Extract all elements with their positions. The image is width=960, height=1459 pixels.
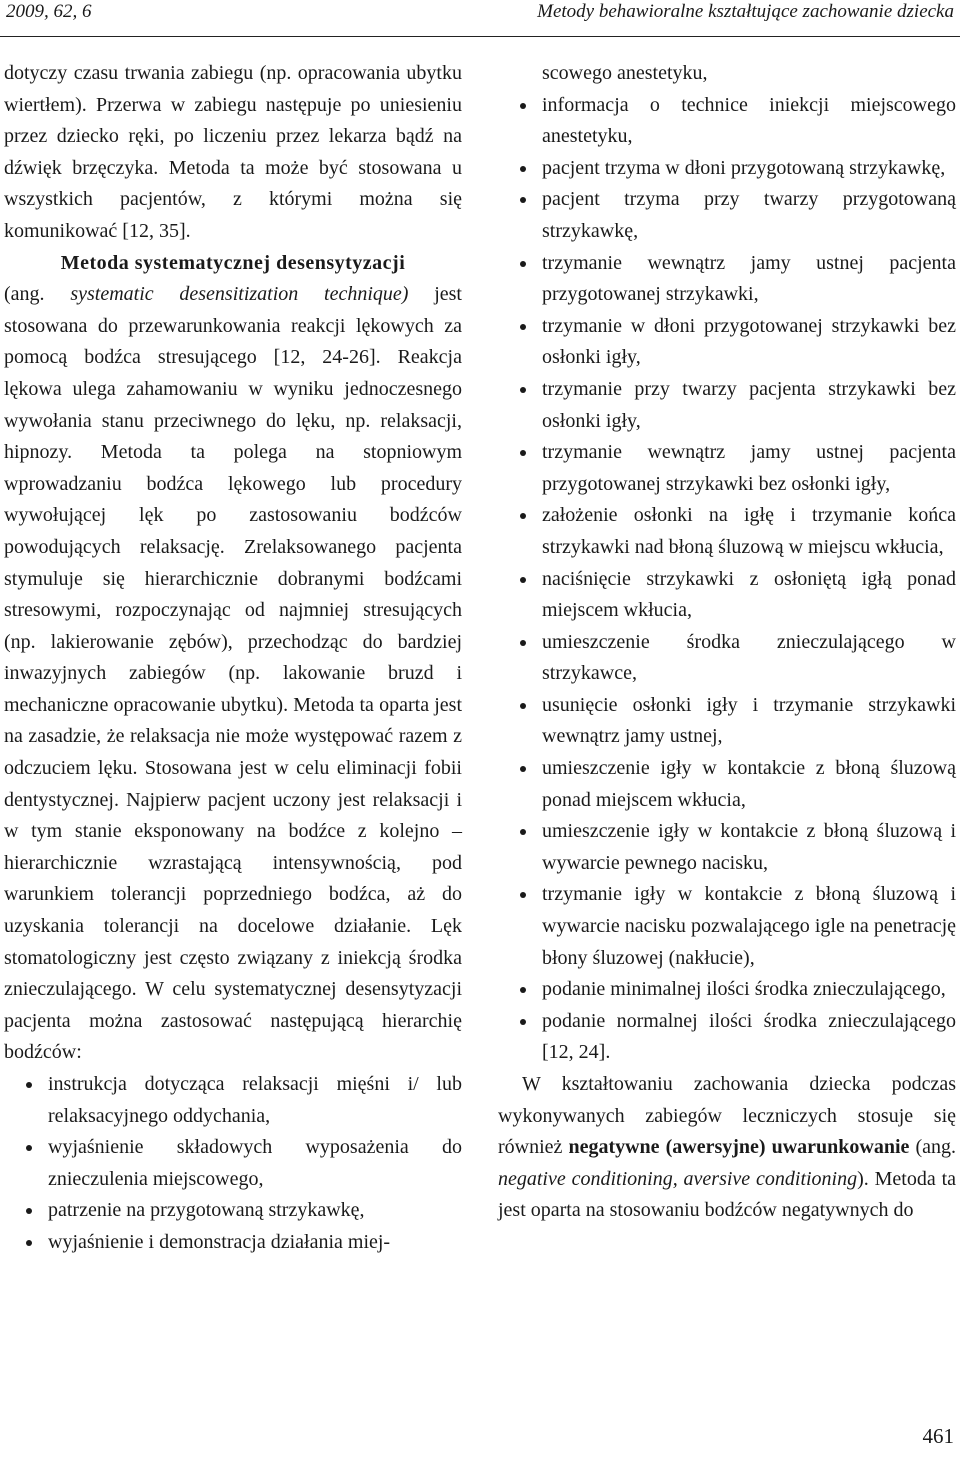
- list-item: założenie osłonki na igłę i trzymanie końca strzykawki nad błoną śluzową w miejscu wkłucia,: [498, 500, 956, 563]
- list-item: trzymanie igły w kontakcie z błoną śluzową i wywarcie nacisku pozwalającego igle na penetrację błony śluzowej (nakłucie),: [498, 879, 956, 974]
- section-heading: Metoda systematycznej desensytyzacji: [60, 251, 406, 274]
- english-term: systematic desensitization technique): [70, 283, 409, 306]
- list-item: trzymanie przy twarzy pacjenta strzykawki bez osłonki igły,: [498, 374, 956, 437]
- list-item: naciśnięcie strzykawki z osłoniętą igłą ponad miejscem wkłucia,: [498, 564, 956, 627]
- bullet-list-right: [498, 58, 956, 1069]
- list-item: umieszczenie środka znieczulającego w strzykawce,: [498, 627, 956, 690]
- list-item: pacjent trzyma przy twarzy przygotowaną strzykawkę,: [498, 184, 956, 247]
- english-term: negative conditioning, aversive conditioning: [498, 1167, 858, 1190]
- paragraph-2: (ang. systematic desensitization technique) jest stosowana do przewarunkowania reakcji lękowych za pomocą bodźca stresującego [12, 24-26]. Reakcja lękowa ulega zahamowaniu w wyniku jednoczesnego wywołania stanu przeciwnego do lęku, np. relaksacji, hipnozy. Metoda ta polega na stopniowym wprowadzaniu bodźca lękowego lub procedury wywołującej lęk po zastosowaniu bodźców powodujących relaksację. Zrelaksowanego pacjenta stymuluje się hierarchicznie dobranymi bodźcami stresowymi, rozpoczynając od najmniej stresujących (np. lakierowanie zębów), przechodząc do bardziej inwazyjnych zabiegów (np. lakowanie bruzd i mechaniczne opracowanie ubytku). Metoda ta oparta jest na zasadzie, że relaksacja nie może występować razem z odczuciem lęku. Stosowana jest w celu eliminacji fobii dentystycznej. Najpierw pacjent uczony jest relaksacji i w tym stanie eksponowany na bodźce z kolejno – hierarchicznie wzrastającą intensywnością, pod warunkiem tolerancji poprzedniego bodźca, aż do uzyskania tolerancji na docelowe działanie. Lęk stomatologiczny jest często związany z iniekcją środka znieczulającego. W celu systematycznej desensytyzacji pacjenta można zastosować następującą hierarchię bodźców:: [4, 283, 462, 1064]
- bullet-list-left: [4, 1069, 462, 1259]
- list-item: usunięcie osłonki igły i trzymanie strzykawki wewnątrz jamy ustnej,: [498, 690, 956, 753]
- list-item: trzymanie wewnątrz jamy ustnej pacjenta przygotowanej strzykawki,: [498, 248, 956, 311]
- list-item: pacjent trzyma w dłoni przygotowaną strzykawkę,: [498, 153, 956, 185]
- right-column: [498, 58, 956, 1227]
- list-item: podanie minimalnej ilości środka znieczulającego,: [498, 974, 956, 1006]
- list-item: umieszczenie igły w kontakcie z błoną śluzową ponad miejscem wkłucia,: [498, 753, 956, 816]
- journal-citation: 2009, 62, 6: [6, 1, 92, 22]
- paragraph-1: dotyczy czasu trwania zabiegu (np. opracowania ubytku wiertłem). Przerwa w zabiegu następuje po uniesieniu przez dziecko ręki, po liczeniu przez lekarza bądź na dźwięk brzęczyka. Metoda ta może być stosowana u wszystkich pacjentów, z którymi można się komunikować [12, 35].: [4, 62, 462, 242]
- list-item: informacja o technice iniekcji miejscowego anestetyku,: [498, 90, 956, 153]
- list-item: wyjaśnienie składowych wyposażenia do znieczulenia miejscowego,: [4, 1132, 462, 1195]
- page-number: 461: [922, 1424, 954, 1448]
- list-item: umieszczenie igły w kontakcie z błoną śluzową i wywarcie pewnego nacisku,: [498, 816, 956, 879]
- list-item: trzymanie wewnątrz jamy ustnej pacjenta przygotowanej strzykawki bez osłonki igły,: [498, 437, 956, 500]
- left-column: [4, 58, 462, 1259]
- list-item: podanie normalnej ilości środka znieczulającego [12, 24].: [498, 1006, 956, 1069]
- list-item-continued: scowego anestetyku,: [542, 62, 708, 84]
- paragraph-3: W kształtowaniu zachowania dziecka podczas wykonywanych zabiegów leczniczych stosuje się również negatywne (awersyjne) uwarunkowanie (ang. negative conditioning, aversive conditioning). Metoda ta jest oparta na stosowaniu bodźców negatywnych do: [498, 1073, 956, 1222]
- list-item: trzymanie w dłoni przygotowanej strzykawki bez osłonki igły,: [498, 311, 956, 374]
- bold-term: negatywne (awersyjne) uwarunkowanie: [568, 1136, 910, 1159]
- list-item: instrukcja dotycząca relaksacji mięśni i/ lub relaksacyjnego oddychania,: [4, 1069, 462, 1132]
- list-item: patrzenie na przygotowaną strzykawkę,: [4, 1195, 462, 1227]
- running-header: [0, 0, 960, 37]
- list-item: wyjaśnienie i demonstracja działania miej-: [4, 1227, 462, 1259]
- article-running-title: Metody behawioralne kształtujące zachowanie dziecka: [537, 1, 954, 22]
